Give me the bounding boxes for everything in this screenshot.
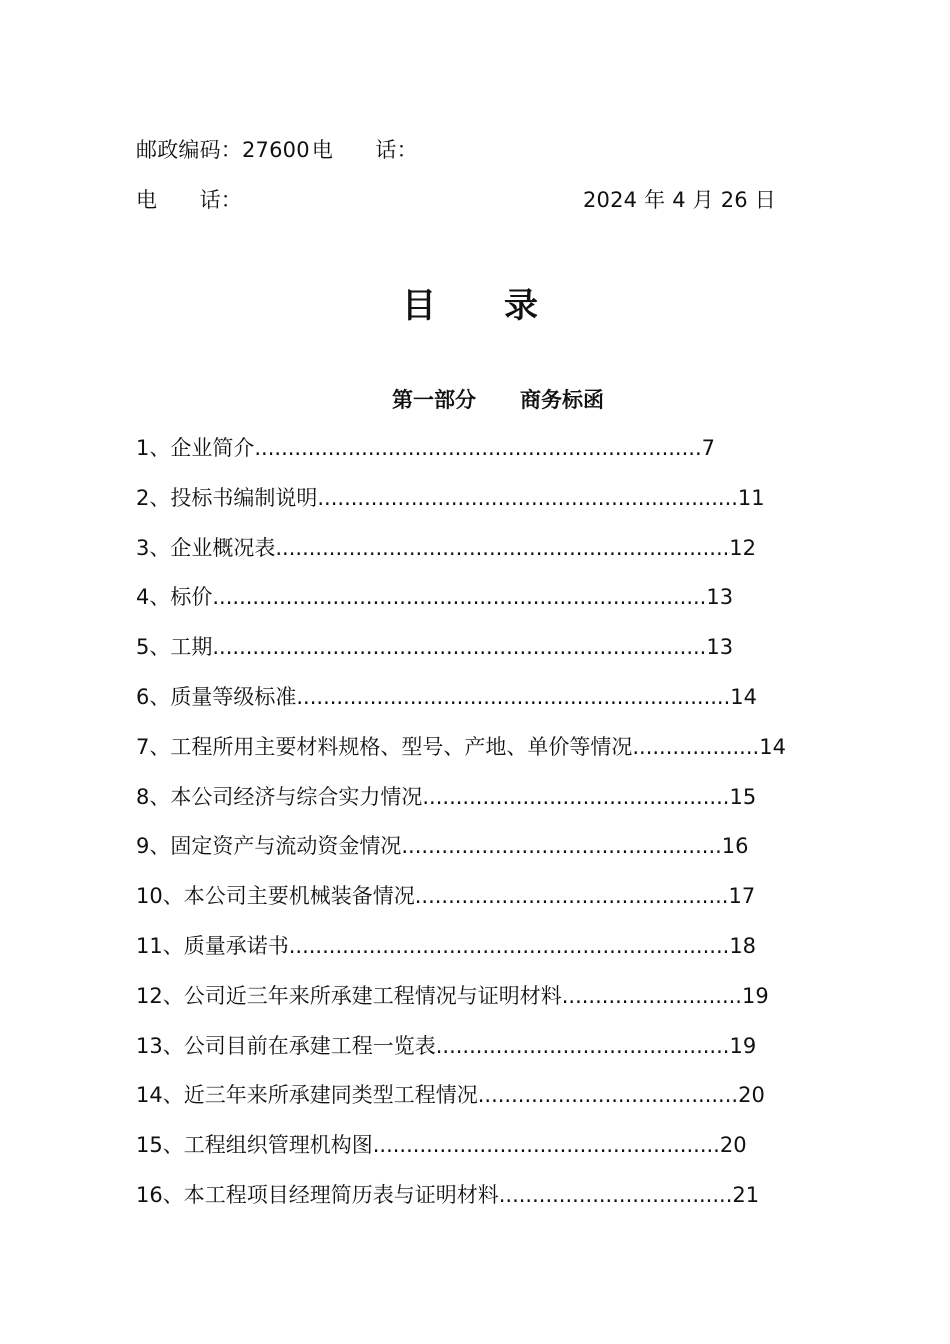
toc-entry-label: 14、近三年来所承建同类型工程情况 <box>136 1083 478 1108</box>
toc-page-number: 21 <box>732 1182 760 1207</box>
postal-code: 27600 <box>242 138 310 162</box>
toc-entry-label: 15、工程组织管理机构图 <box>136 1133 373 1158</box>
toc-leader: ................................... <box>498 1182 733 1207</box>
toc-entry-label: 5、工期 <box>136 635 213 660</box>
toc-leader: ................................................................... <box>254 436 702 460</box>
toc-leader: .......................................................................... <box>212 635 707 660</box>
toc-entry-label: 11、质量承诺书 <box>136 933 289 958</box>
toc-leader: ............................................................... <box>317 485 738 510</box>
section-heading <box>0 384 950 414</box>
toc-entry-label: 12、公司近三年来所承建工程情况与证明材料 <box>136 983 562 1008</box>
toc-entry[interactable] <box>136 880 786 930</box>
toc-page-number: 15 <box>729 784 757 809</box>
contact-line-postal <box>136 134 418 164</box>
toc-entry-label: 13、公司目前在承建工程一览表 <box>136 1033 436 1058</box>
toc-entry-label: 10、本公司主要机械装备情况 <box>136 884 415 909</box>
toc-entry[interactable] <box>136 1030 786 1080</box>
section-part: 第一部分 <box>392 388 476 412</box>
toc-leader: .................................................................... <box>275 535 730 560</box>
toc-leader: ................................................ <box>401 834 722 859</box>
toc-entry[interactable] <box>136 1129 786 1179</box>
toc-page-number: 18 <box>729 933 757 958</box>
toc-entry-label: 6、质量等级标准 <box>136 684 297 709</box>
table-of-contents <box>136 432 786 1229</box>
toc-page-number: 14 <box>759 734 786 759</box>
toc-entry-label: 8、本公司经济与综合实力情况 <box>136 784 423 809</box>
toc-entry-label: 7、工程所用主要材料规格、型号、产地、单价等情况 <box>136 734 633 759</box>
document-date: 2024 年 4 月 26 日 <box>583 188 776 212</box>
toc-page-number: 13 <box>706 585 734 610</box>
toc-entry[interactable] <box>136 731 786 781</box>
toc-page-number: 12 <box>729 535 757 560</box>
toc-leader: ............................................... <box>414 884 729 909</box>
toc-entry-label: 3、企业概况表 <box>136 535 276 560</box>
toc-entry[interactable] <box>136 830 786 880</box>
toc-leader: ............................................ <box>435 1033 730 1058</box>
toc-page-number: 20 <box>738 1083 765 1108</box>
toc-entry[interactable] <box>136 581 786 631</box>
toc-entry[interactable] <box>136 432 786 482</box>
toc-leader: .............................................. <box>422 784 730 809</box>
toc-entry[interactable] <box>136 980 786 1030</box>
toc-leader: ................................................................. <box>296 684 731 709</box>
toc-page-number: 13 <box>706 635 734 660</box>
toc-entry[interactable] <box>136 532 786 582</box>
toc-entry-label: 2、投标书编制说明 <box>136 485 318 510</box>
toc-page-number: 17 <box>728 884 756 909</box>
toc-leader: ........................... <box>561 983 742 1008</box>
section-name: 商务标函 <box>520 388 604 412</box>
toc-entry-label: 4、标价 <box>136 585 213 610</box>
toc-entry[interactable] <box>136 781 786 831</box>
toc-entry[interactable] <box>136 631 786 681</box>
phone-label-2: 电 话： <box>136 188 242 212</box>
toc-page-number: 11 <box>737 485 765 510</box>
toc-leader: .................................................... <box>372 1133 720 1158</box>
toc-page-number: 16 <box>721 834 749 859</box>
toc-leader: ................... <box>632 734 760 759</box>
toc-page-number: 7 <box>701 436 715 460</box>
toc-page-number: 14 <box>730 684 758 709</box>
toc-entry[interactable] <box>136 681 786 731</box>
toc-leader: .......................................................................... <box>212 585 707 610</box>
toc-entry-label: 9、固定资产与流动资金情况 <box>136 834 402 859</box>
toc-entry[interactable] <box>136 482 786 532</box>
toc-page-number: 19 <box>729 1033 757 1058</box>
contact-line-phone-date <box>136 184 776 214</box>
toc-entry[interactable] <box>136 1079 786 1129</box>
toc-title: 目录 <box>402 286 606 326</box>
postal-label: 邮政编码： <box>136 138 242 162</box>
toc-page-number: 20 <box>719 1133 747 1158</box>
toc-entry-label: 16、本工程项目经理简历表与证明材料 <box>136 1182 499 1207</box>
toc-entry[interactable] <box>136 1179 786 1229</box>
toc-entry-label: 1、企业简介 <box>136 436 255 460</box>
toc-entry[interactable] <box>136 930 786 980</box>
toc-leader: ....................................... <box>477 1083 739 1108</box>
phone-label-1: 电 话： <box>311 138 418 162</box>
toc-page-number: 19 <box>741 983 769 1008</box>
toc-leader: .................................................................. <box>288 933 730 958</box>
